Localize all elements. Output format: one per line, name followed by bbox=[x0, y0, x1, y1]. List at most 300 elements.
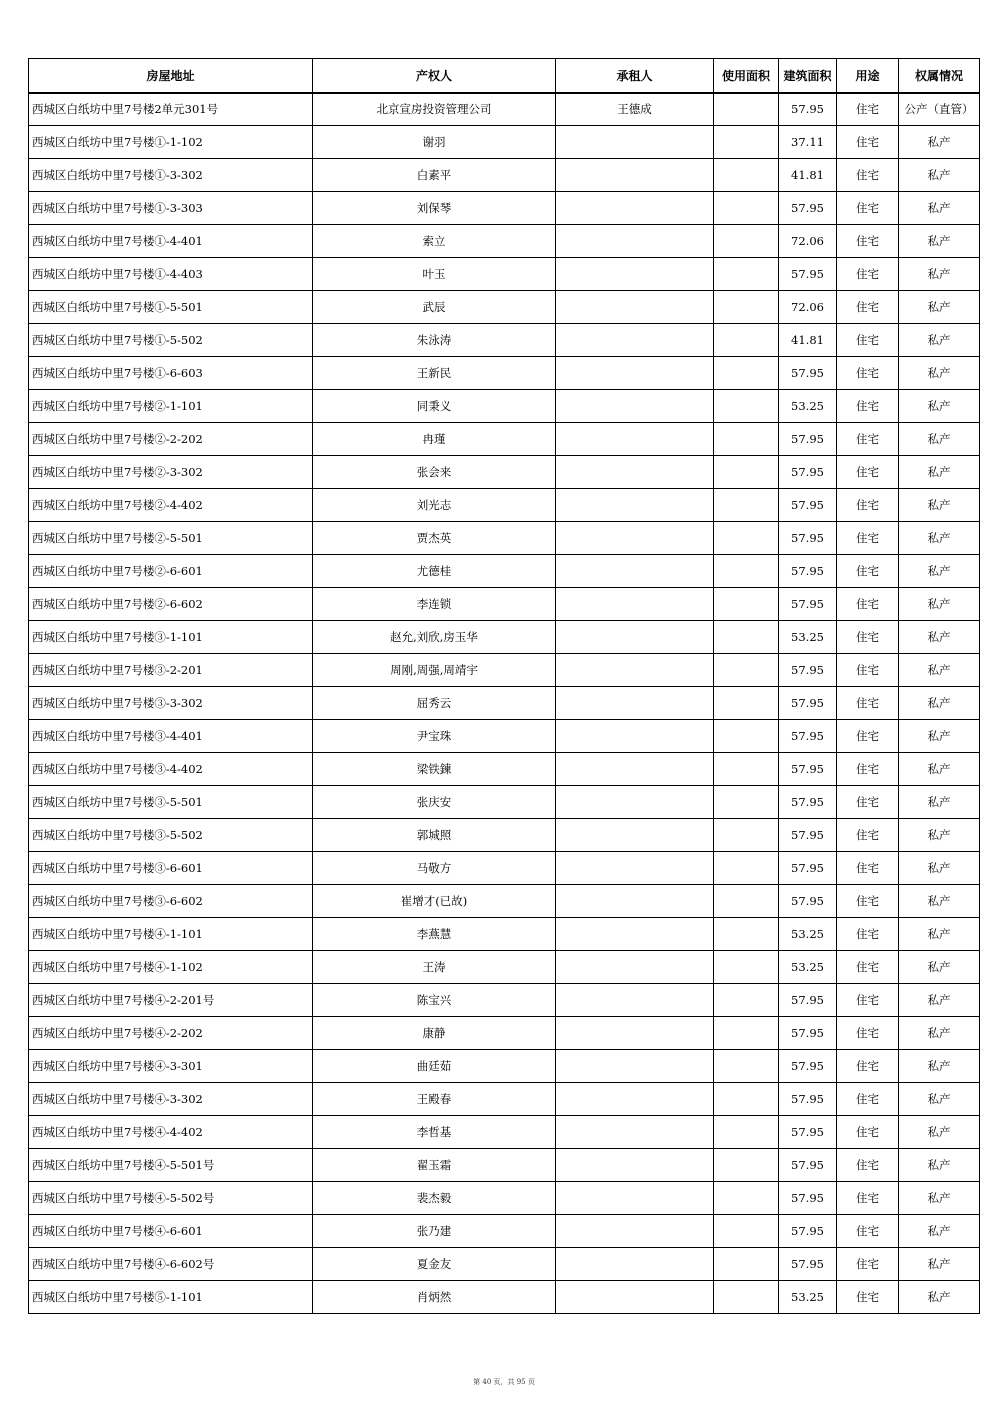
building-area-cell: 57.95 bbox=[779, 1116, 837, 1149]
usage-cell: 住宅 bbox=[837, 1116, 899, 1149]
owner-cell: 叶玉 bbox=[313, 258, 556, 291]
ownership-cell: 私产 bbox=[899, 489, 980, 522]
table-row bbox=[29, 1050, 980, 1083]
table-row bbox=[29, 1116, 980, 1149]
building-area-cell: 57.95 bbox=[779, 555, 837, 588]
table-row bbox=[29, 522, 980, 555]
address-cell: 西城区白纸坊中里7号楼④-4-402 bbox=[29, 1116, 313, 1149]
address-cell: 西城区白纸坊中里7号楼①-3-303 bbox=[29, 192, 313, 225]
tenant-cell bbox=[556, 555, 714, 588]
usage-cell: 住宅 bbox=[837, 357, 899, 390]
owner-cell: 刘保琴 bbox=[313, 192, 556, 225]
table-row bbox=[29, 918, 980, 951]
usable-area-cell bbox=[714, 1248, 779, 1281]
building-area-cell: 41.81 bbox=[779, 159, 837, 192]
owner-cell: 谢羽 bbox=[313, 126, 556, 159]
tenant-cell bbox=[556, 126, 714, 159]
usage-cell: 住宅 bbox=[837, 1149, 899, 1182]
building-area-cell: 57.95 bbox=[779, 885, 837, 918]
building-area-cell: 57.95 bbox=[779, 489, 837, 522]
building-area-cell: 57.95 bbox=[779, 357, 837, 390]
owner-cell: 夏金友 bbox=[313, 1248, 556, 1281]
ownership-cell: 私产 bbox=[899, 786, 980, 819]
ownership-cell: 私产 bbox=[899, 1017, 980, 1050]
address-cell: 西城区白纸坊中里7号楼④-5-501号 bbox=[29, 1149, 313, 1182]
usable-area-cell bbox=[714, 159, 779, 192]
ownership-cell: 公产（直管） bbox=[899, 93, 980, 126]
tenant-cell bbox=[556, 654, 714, 687]
usage-cell: 住宅 bbox=[837, 555, 899, 588]
usage-cell: 住宅 bbox=[837, 852, 899, 885]
owner-cell: 白素平 bbox=[313, 159, 556, 192]
usable-area-cell bbox=[714, 1083, 779, 1116]
address-cell: 西城区白纸坊中里7号楼④-1-102 bbox=[29, 951, 313, 984]
building-area-cell: 57.95 bbox=[779, 852, 837, 885]
tenant-cell bbox=[556, 588, 714, 621]
table-row bbox=[29, 93, 980, 126]
building-area-cell: 57.95 bbox=[779, 654, 837, 687]
table-row bbox=[29, 984, 980, 1017]
table-row bbox=[29, 621, 980, 654]
ownership-cell: 私产 bbox=[899, 621, 980, 654]
building-area-cell: 57.95 bbox=[779, 1149, 837, 1182]
usable-area-cell bbox=[714, 621, 779, 654]
ownership-cell: 私产 bbox=[899, 522, 980, 555]
tenant-cell bbox=[556, 984, 714, 1017]
usable-area-cell bbox=[714, 555, 779, 588]
building-area-cell: 57.95 bbox=[779, 1182, 837, 1215]
tenant-cell bbox=[556, 1017, 714, 1050]
usable-area-cell bbox=[714, 654, 779, 687]
tenant-cell bbox=[556, 324, 714, 357]
ownership-cell: 私产 bbox=[899, 1248, 980, 1281]
usable-area-cell bbox=[714, 786, 779, 819]
table-row bbox=[29, 819, 980, 852]
owner-cell: 武辰 bbox=[313, 291, 556, 324]
address-cell: 西城区白纸坊中里7号楼①-1-102 bbox=[29, 126, 313, 159]
usable-area-cell bbox=[714, 192, 779, 225]
table-row bbox=[29, 225, 980, 258]
tenant-cell bbox=[556, 621, 714, 654]
address-cell: 西城区白纸坊中里7号楼④-5-502号 bbox=[29, 1182, 313, 1215]
tenant-cell bbox=[556, 1182, 714, 1215]
address-cell: 西城区白纸坊中里7号楼③-5-502 bbox=[29, 819, 313, 852]
address-cell: 西城区白纸坊中里7号楼②-4-402 bbox=[29, 489, 313, 522]
ownership-cell: 私产 bbox=[899, 1281, 980, 1314]
usage-cell: 住宅 bbox=[837, 225, 899, 258]
table-row bbox=[29, 489, 980, 522]
usable-area-cell bbox=[714, 258, 779, 291]
ownership-cell: 私产 bbox=[899, 225, 980, 258]
usable-area-cell bbox=[714, 1017, 779, 1050]
building-area-cell: 53.25 bbox=[779, 621, 837, 654]
table-row bbox=[29, 1017, 980, 1050]
tenant-cell bbox=[556, 1215, 714, 1248]
table-row bbox=[29, 1083, 980, 1116]
usage-cell: 住宅 bbox=[837, 984, 899, 1017]
usable-area-cell bbox=[714, 1050, 779, 1083]
owner-cell: 王新民 bbox=[313, 357, 556, 390]
table-row bbox=[29, 786, 980, 819]
owner-cell: 尤德桂 bbox=[313, 555, 556, 588]
tenant-cell bbox=[556, 357, 714, 390]
usage-cell: 住宅 bbox=[837, 93, 899, 126]
building-area-cell: 57.95 bbox=[779, 456, 837, 489]
usable-area-cell bbox=[714, 1149, 779, 1182]
building-area-cell: 57.95 bbox=[779, 687, 837, 720]
owner-cell: 翟玉霜 bbox=[313, 1149, 556, 1182]
usable-area-cell bbox=[714, 753, 779, 786]
column-header-usable-area: 使用面积 bbox=[714, 59, 779, 93]
usage-cell: 住宅 bbox=[837, 456, 899, 489]
owner-cell: 赵允,刘欣,房玉华 bbox=[313, 621, 556, 654]
building-area-cell: 57.95 bbox=[779, 522, 837, 555]
address-cell: 西城区白纸坊中里7号楼④-3-301 bbox=[29, 1050, 313, 1083]
table-row bbox=[29, 555, 980, 588]
usage-cell: 住宅 bbox=[837, 489, 899, 522]
ownership-cell: 私产 bbox=[899, 984, 980, 1017]
table-row bbox=[29, 588, 980, 621]
usage-cell: 住宅 bbox=[837, 1083, 899, 1116]
address-cell: 西城区白纸坊中里7号楼③-6-601 bbox=[29, 852, 313, 885]
usable-area-cell bbox=[714, 489, 779, 522]
table-row bbox=[29, 654, 980, 687]
usage-cell: 住宅 bbox=[837, 192, 899, 225]
tenant-cell bbox=[556, 720, 714, 753]
usable-area-cell bbox=[714, 522, 779, 555]
address-cell: 西城区白纸坊中里7号楼②-3-302 bbox=[29, 456, 313, 489]
table-row bbox=[29, 159, 980, 192]
ownership-cell: 私产 bbox=[899, 1215, 980, 1248]
usage-cell: 住宅 bbox=[837, 951, 899, 984]
usage-cell: 住宅 bbox=[837, 390, 899, 423]
table-row bbox=[29, 291, 980, 324]
tenant-cell bbox=[556, 291, 714, 324]
ownership-cell: 私产 bbox=[899, 291, 980, 324]
usable-area-cell bbox=[714, 588, 779, 621]
table-row bbox=[29, 720, 980, 753]
usage-cell: 住宅 bbox=[837, 291, 899, 324]
usable-area-cell bbox=[714, 291, 779, 324]
table-row bbox=[29, 852, 980, 885]
owner-cell: 肖炳然 bbox=[313, 1281, 556, 1314]
usable-area-cell bbox=[714, 126, 779, 159]
owner-cell: 李燕慧 bbox=[313, 918, 556, 951]
ownership-cell: 私产 bbox=[899, 258, 980, 291]
ownership-cell: 私产 bbox=[899, 951, 980, 984]
address-cell: 西城区白纸坊中里7号楼③-4-402 bbox=[29, 753, 313, 786]
building-area-cell: 57.95 bbox=[779, 423, 837, 456]
table-row bbox=[29, 423, 980, 456]
building-area-cell: 57.95 bbox=[779, 819, 837, 852]
table-row bbox=[29, 258, 980, 291]
usage-cell: 住宅 bbox=[837, 720, 899, 753]
table-row bbox=[29, 753, 980, 786]
address-cell: 西城区白纸坊中里7号楼③-2-201 bbox=[29, 654, 313, 687]
ownership-cell: 私产 bbox=[899, 1149, 980, 1182]
table-row bbox=[29, 687, 980, 720]
ownership-cell: 私产 bbox=[899, 819, 980, 852]
tenant-cell bbox=[556, 1149, 714, 1182]
tenant-cell bbox=[556, 1116, 714, 1149]
owner-cell: 朱泳涛 bbox=[313, 324, 556, 357]
address-cell: 西城区白纸坊中里7号楼③-1-101 bbox=[29, 621, 313, 654]
tenant-cell bbox=[556, 225, 714, 258]
usage-cell: 住宅 bbox=[837, 753, 899, 786]
ownership-cell: 私产 bbox=[899, 1083, 980, 1116]
tenant-cell bbox=[556, 1248, 714, 1281]
tenant-cell bbox=[556, 819, 714, 852]
address-cell: 西城区白纸坊中里7号楼②-2-202 bbox=[29, 423, 313, 456]
address-cell: 西城区白纸坊中里7号楼③-5-501 bbox=[29, 786, 313, 819]
owner-cell: 屈秀云 bbox=[313, 687, 556, 720]
usage-cell: 住宅 bbox=[837, 621, 899, 654]
table-row bbox=[29, 126, 980, 159]
column-header-address: 房屋地址 bbox=[29, 59, 313, 93]
owner-cell: 张庆安 bbox=[313, 786, 556, 819]
usable-area-cell bbox=[714, 819, 779, 852]
usable-area-cell bbox=[714, 456, 779, 489]
tenant-cell bbox=[556, 951, 714, 984]
building-area-cell: 72.06 bbox=[779, 225, 837, 258]
owner-cell: 同秉义 bbox=[313, 390, 556, 423]
tenant-cell bbox=[556, 456, 714, 489]
column-header-ownership: 权属情况 bbox=[899, 59, 980, 93]
building-area-cell: 57.95 bbox=[779, 1083, 837, 1116]
tenant-cell bbox=[556, 489, 714, 522]
owner-cell: 冉瑾 bbox=[313, 423, 556, 456]
building-area-cell: 41.81 bbox=[779, 324, 837, 357]
tenant-cell bbox=[556, 423, 714, 456]
ownership-cell: 私产 bbox=[899, 324, 980, 357]
usable-area-cell bbox=[714, 852, 779, 885]
usage-cell: 住宅 bbox=[837, 522, 899, 555]
usable-area-cell bbox=[714, 93, 779, 126]
usable-area-cell bbox=[714, 984, 779, 1017]
table-body bbox=[29, 93, 980, 1314]
tenant-cell bbox=[556, 390, 714, 423]
building-area-cell: 57.95 bbox=[779, 588, 837, 621]
ownership-cell: 私产 bbox=[899, 456, 980, 489]
address-cell: 西城区白纸坊中里7号楼②-6-602 bbox=[29, 588, 313, 621]
building-area-cell: 57.95 bbox=[779, 93, 837, 126]
table-header bbox=[29, 59, 980, 93]
address-cell: 西城区白纸坊中里7号楼②-5-501 bbox=[29, 522, 313, 555]
usage-cell: 住宅 bbox=[837, 1281, 899, 1314]
owner-cell: 尹宝珠 bbox=[313, 720, 556, 753]
ownership-cell: 私产 bbox=[899, 357, 980, 390]
address-cell: 西城区白纸坊中里7号楼④-2-202 bbox=[29, 1017, 313, 1050]
owner-cell: 崔增才(已故) bbox=[313, 885, 556, 918]
usage-cell: 住宅 bbox=[837, 1248, 899, 1281]
usage-cell: 住宅 bbox=[837, 1215, 899, 1248]
tenant-cell bbox=[556, 1281, 714, 1314]
ownership-cell: 私产 bbox=[899, 126, 980, 159]
owner-cell: 刘光志 bbox=[313, 489, 556, 522]
ownership-cell: 私产 bbox=[899, 390, 980, 423]
ownership-cell: 私产 bbox=[899, 918, 980, 951]
table-row bbox=[29, 324, 980, 357]
building-area-cell: 57.95 bbox=[779, 1050, 837, 1083]
building-area-cell: 53.25 bbox=[779, 951, 837, 984]
usage-cell: 住宅 bbox=[837, 423, 899, 456]
tenant-cell bbox=[556, 753, 714, 786]
address-cell: 西城区白纸坊中里7号楼①-5-502 bbox=[29, 324, 313, 357]
owner-cell: 梁铁鍊 bbox=[313, 753, 556, 786]
ownership-cell: 私产 bbox=[899, 192, 980, 225]
usable-area-cell bbox=[714, 357, 779, 390]
table-row bbox=[29, 1149, 980, 1182]
address-cell: 西城区白纸坊中里7号楼②-6-601 bbox=[29, 555, 313, 588]
usable-area-cell bbox=[714, 423, 779, 456]
ownership-cell: 私产 bbox=[899, 687, 980, 720]
usable-area-cell bbox=[714, 1116, 779, 1149]
owner-cell: 康静 bbox=[313, 1017, 556, 1050]
address-cell: 西城区白纸坊中里7号楼①-3-302 bbox=[29, 159, 313, 192]
usable-area-cell bbox=[714, 324, 779, 357]
address-cell: 西城区白纸坊中里7号楼④-3-302 bbox=[29, 1083, 313, 1116]
tenant-cell bbox=[556, 687, 714, 720]
usage-cell: 住宅 bbox=[837, 159, 899, 192]
owner-cell: 王涛 bbox=[313, 951, 556, 984]
owner-cell: 李连锁 bbox=[313, 588, 556, 621]
ownership-cell: 私产 bbox=[899, 1050, 980, 1083]
tenant-cell bbox=[556, 786, 714, 819]
usage-cell: 住宅 bbox=[837, 588, 899, 621]
usable-area-cell bbox=[714, 390, 779, 423]
tenant-cell bbox=[556, 522, 714, 555]
usable-area-cell bbox=[714, 1281, 779, 1314]
tenant-cell bbox=[556, 258, 714, 291]
building-area-cell: 53.25 bbox=[779, 390, 837, 423]
tenant-cell bbox=[556, 885, 714, 918]
owner-cell: 索立 bbox=[313, 225, 556, 258]
usable-area-cell bbox=[714, 885, 779, 918]
ownership-cell: 私产 bbox=[899, 885, 980, 918]
owner-cell: 张会来 bbox=[313, 456, 556, 489]
building-area-cell: 57.95 bbox=[779, 984, 837, 1017]
ownership-cell: 私产 bbox=[899, 588, 980, 621]
usage-cell: 住宅 bbox=[837, 885, 899, 918]
address-cell: 西城区白纸坊中里7号楼2单元301号 bbox=[29, 93, 313, 126]
address-cell: 西城区白纸坊中里7号楼④-6-602号 bbox=[29, 1248, 313, 1281]
ownership-cell: 私产 bbox=[899, 423, 980, 456]
tenant-cell bbox=[556, 918, 714, 951]
usage-cell: 住宅 bbox=[837, 918, 899, 951]
usable-area-cell bbox=[714, 951, 779, 984]
owner-cell: 王殿春 bbox=[313, 1083, 556, 1116]
ownership-cell: 私产 bbox=[899, 555, 980, 588]
column-header-tenant: 承租人 bbox=[556, 59, 714, 93]
ownership-cell: 私产 bbox=[899, 852, 980, 885]
building-area-cell: 57.95 bbox=[779, 1017, 837, 1050]
usable-area-cell bbox=[714, 1215, 779, 1248]
usage-cell: 住宅 bbox=[837, 1182, 899, 1215]
table-row bbox=[29, 192, 980, 225]
usage-cell: 住宅 bbox=[837, 1017, 899, 1050]
column-header-building-area: 建筑面积 bbox=[779, 59, 837, 93]
usable-area-cell bbox=[714, 720, 779, 753]
ownership-cell: 私产 bbox=[899, 654, 980, 687]
address-cell: 西城区白纸坊中里7号楼④-2-201号 bbox=[29, 984, 313, 1017]
owner-cell: 贾杰英 bbox=[313, 522, 556, 555]
table-row bbox=[29, 456, 980, 489]
usage-cell: 住宅 bbox=[837, 126, 899, 159]
column-header-usage: 用途 bbox=[837, 59, 899, 93]
owner-cell: 李哲基 bbox=[313, 1116, 556, 1149]
building-area-cell: 72.06 bbox=[779, 291, 837, 324]
ownership-cell: 私产 bbox=[899, 159, 980, 192]
address-cell: 西城区白纸坊中里7号楼⑤-1-101 bbox=[29, 1281, 313, 1314]
tenant-cell bbox=[556, 159, 714, 192]
table-row bbox=[29, 357, 980, 390]
usable-area-cell bbox=[714, 1182, 779, 1215]
building-area-cell: 57.95 bbox=[779, 1248, 837, 1281]
address-cell: 西城区白纸坊中里7号楼③-4-401 bbox=[29, 720, 313, 753]
tenant-cell bbox=[556, 852, 714, 885]
ownership-cell: 私产 bbox=[899, 1116, 980, 1149]
usage-cell: 住宅 bbox=[837, 819, 899, 852]
address-cell: 西城区白纸坊中里7号楼②-1-101 bbox=[29, 390, 313, 423]
tenant-cell bbox=[556, 1083, 714, 1116]
ownership-cell: 私产 bbox=[899, 1182, 980, 1215]
usage-cell: 住宅 bbox=[837, 654, 899, 687]
tenant-cell: 王德成 bbox=[556, 93, 714, 126]
tenant-cell bbox=[556, 1050, 714, 1083]
building-area-cell: 57.95 bbox=[779, 720, 837, 753]
table-row bbox=[29, 1248, 980, 1281]
address-cell: 西城区白纸坊中里7号楼③-3-302 bbox=[29, 687, 313, 720]
table-row bbox=[29, 1281, 980, 1314]
building-area-cell: 57.95 bbox=[779, 786, 837, 819]
building-area-cell: 37.11 bbox=[779, 126, 837, 159]
usage-cell: 住宅 bbox=[837, 324, 899, 357]
building-area-cell: 53.25 bbox=[779, 918, 837, 951]
building-area-cell: 57.95 bbox=[779, 258, 837, 291]
table-row bbox=[29, 1182, 980, 1215]
address-cell: 西城区白纸坊中里7号楼①-4-401 bbox=[29, 225, 313, 258]
address-cell: 西城区白纸坊中里7号楼①-4-403 bbox=[29, 258, 313, 291]
building-area-cell: 53.25 bbox=[779, 1281, 837, 1314]
owner-cell: 张乃建 bbox=[313, 1215, 556, 1248]
usable-area-cell bbox=[714, 918, 779, 951]
tenant-cell bbox=[556, 192, 714, 225]
property-register-table bbox=[28, 58, 980, 1314]
usage-cell: 住宅 bbox=[837, 786, 899, 819]
owner-cell: 周刚,周强,周靖宇 bbox=[313, 654, 556, 687]
table-row bbox=[29, 390, 980, 423]
owner-cell: 曲廷茹 bbox=[313, 1050, 556, 1083]
owner-cell: 裴杰毅 bbox=[313, 1182, 556, 1215]
owner-cell: 马敬方 bbox=[313, 852, 556, 885]
address-cell: 西城区白纸坊中里7号楼④-6-601 bbox=[29, 1215, 313, 1248]
header-row bbox=[29, 59, 980, 93]
owner-cell: 陈宝兴 bbox=[313, 984, 556, 1017]
page-number-footer: 第 40 页，共 95 页 bbox=[473, 1378, 535, 1386]
column-header-owner: 产权人 bbox=[313, 59, 556, 93]
usable-area-cell bbox=[714, 687, 779, 720]
ownership-cell: 私产 bbox=[899, 720, 980, 753]
usage-cell: 住宅 bbox=[837, 258, 899, 291]
table-row bbox=[29, 885, 980, 918]
usable-area-cell bbox=[714, 225, 779, 258]
owner-cell: 郭城照 bbox=[313, 819, 556, 852]
usage-cell: 住宅 bbox=[837, 1050, 899, 1083]
owner-cell: 北京宣房投资管理公司 bbox=[313, 93, 556, 126]
address-cell: 西城区白纸坊中里7号楼④-1-101 bbox=[29, 918, 313, 951]
ownership-cell: 私产 bbox=[899, 753, 980, 786]
building-area-cell: 57.95 bbox=[779, 1215, 837, 1248]
